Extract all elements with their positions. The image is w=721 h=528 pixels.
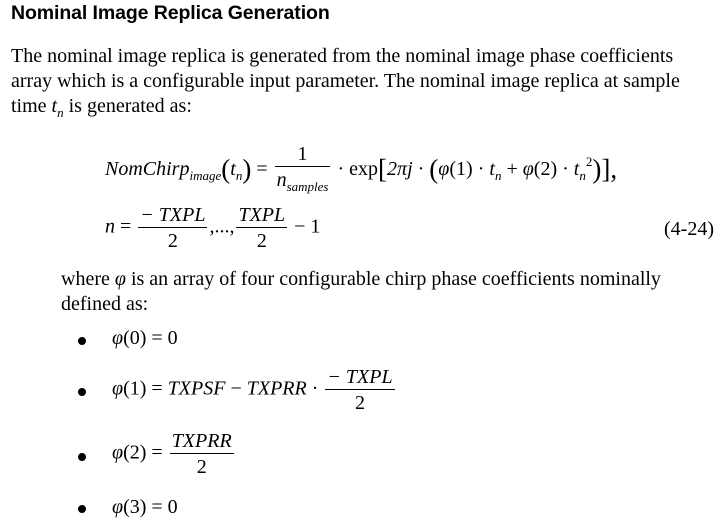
fraction-txprr-over-2: $\frac{\text{TXPRR}}{2}$ bbox=[171, 430, 232, 478]
fraction-one-over-nsamples: $\frac{1}{n_{samples}}$ bbox=[276, 143, 329, 194]
bullet-dot-2 bbox=[78, 388, 86, 396]
bullet-dot-4 bbox=[78, 505, 86, 513]
t-var: t bbox=[51, 95, 58, 117]
bullet-item-phi1: φ(1) = TXPSF − TXPRR · $\frac{\text{− TXPL}}{2}$ bbox=[112, 366, 393, 414]
func-name: NomChirp bbox=[105, 158, 190, 181]
intro-line-2: array which is a configurable input parameter. The nominal image replica at sample bbox=[11, 70, 680, 92]
fraction-txpl-over-2: $\frac{\text{TXPL}}{2}$ bbox=[238, 204, 286, 252]
bullet-dot-1 bbox=[78, 337, 86, 345]
bullet-item-phi0: φ(0) = 0 bbox=[112, 327, 178, 349]
section-heading: Nominal Image Replica Generation bbox=[11, 2, 330, 24]
intro-line-1: The nominal image replica is generated from the nominal image phase coefficients bbox=[11, 45, 674, 67]
intro-paragraph bbox=[11, 44, 721, 125]
fraction-neg-txpl-over-2: $\frac{\text{− TXPL}}{2}$ bbox=[140, 204, 206, 252]
intro-line-3: time $t_n$ is generated as: bbox=[11, 95, 192, 120]
func-subscript: image bbox=[189, 168, 222, 184]
where-paragraph bbox=[61, 267, 661, 317]
equation-line-2: n = $\frac{\text{− TXPL}}{2}$ ,..., $\frac{\text{TXPL}}{2}$ − 1 bbox=[105, 204, 321, 252]
bullet-dot-3 bbox=[78, 453, 86, 461]
bullet-item-phi2: φ(2) = $\frac{\text{TXPRR}}{2}$ bbox=[112, 430, 232, 478]
where-line-2: defined as: bbox=[61, 293, 149, 315]
equation-number: (4-24) bbox=[664, 218, 714, 240]
n-subscript: n bbox=[57, 105, 64, 120]
where-line-1: where φ is an array of four configurable chirp phase coefficients nominally bbox=[61, 268, 661, 290]
bullet-item-phi3: φ(3) = 0 bbox=[112, 496, 178, 518]
fraction-neg-txpl-over-2-b: $\frac{\text{− TXPL}}{2}$ bbox=[327, 366, 393, 414]
equation-line-1: $NomChirp_{image}(t_n)$ = $\frac{1}{n_{samples}}$ · $\exp[2\pi j \cdot (\varphi(1) \cdot t_n + \varphi(2) \cdot t_n^2)]$, bbox=[105, 143, 617, 198]
